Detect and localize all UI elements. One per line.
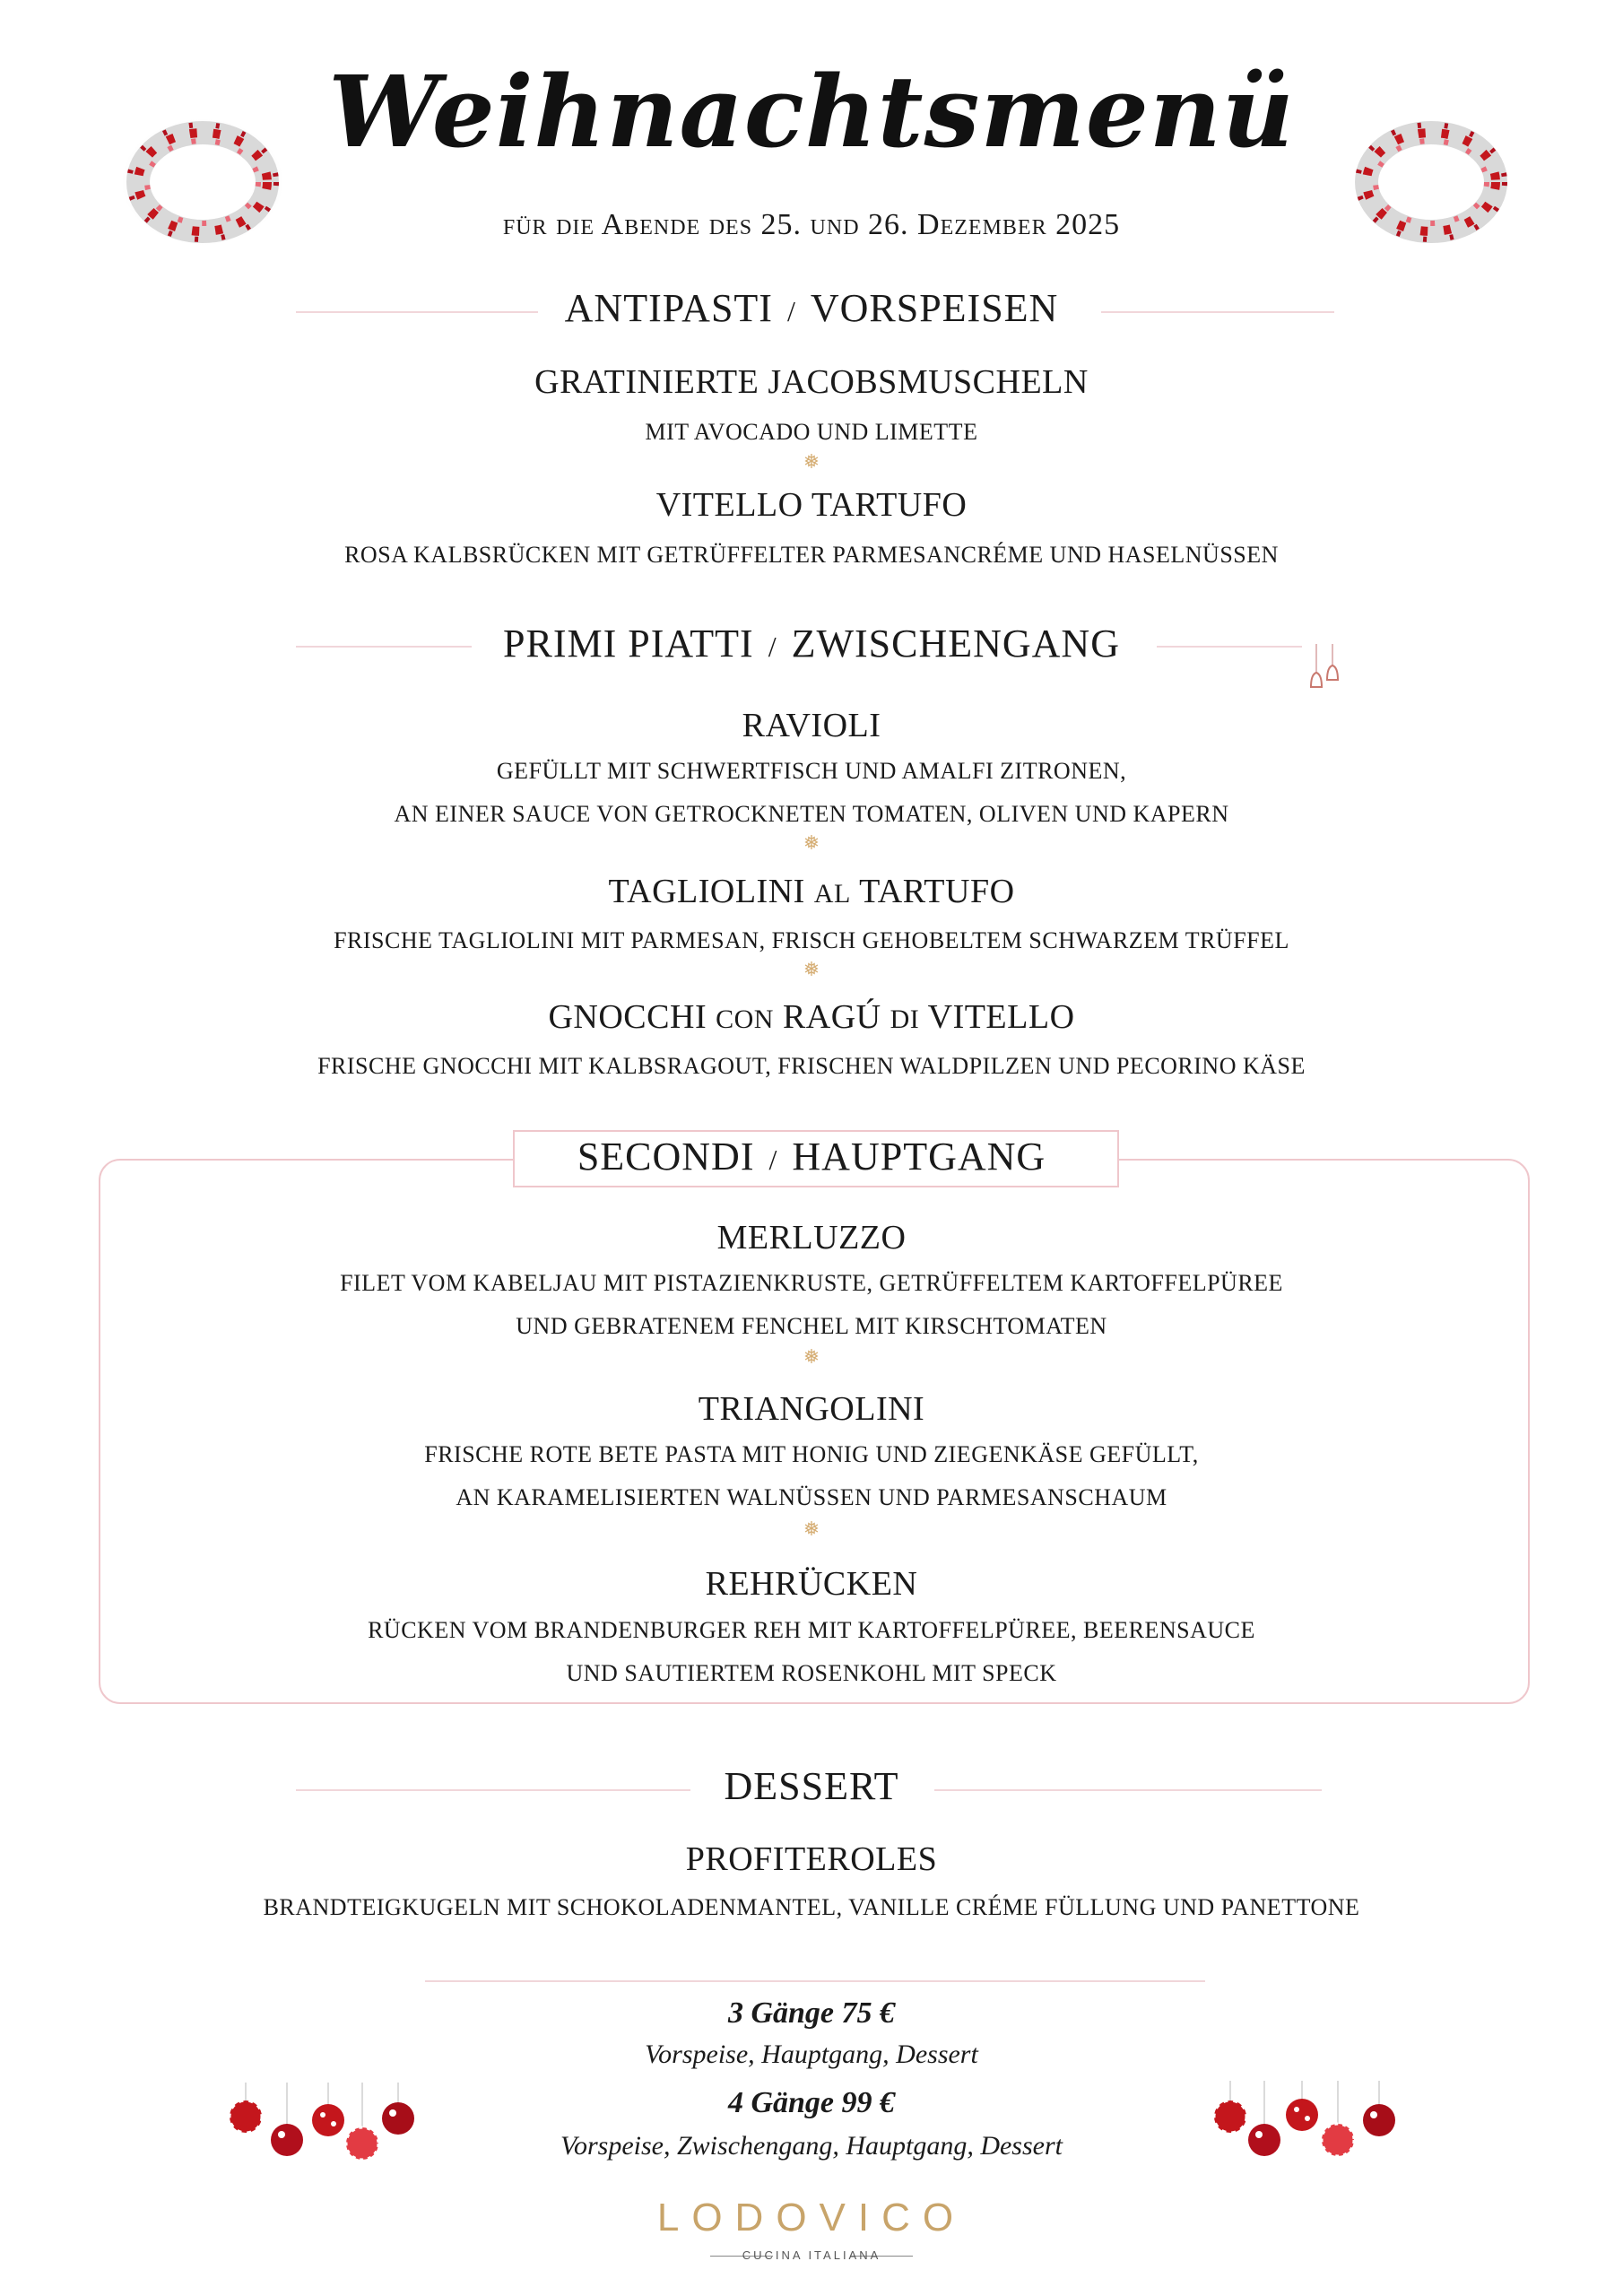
dish-name: MERLUZZO [716, 1219, 907, 1257]
section-primi [0, 621, 1623, 666]
dish-name: REHRÜCKEN [705, 1565, 918, 1603]
price-option-3: 3 Gänge 75 € [727, 1996, 896, 2030]
dish-name: RAVIOLI [742, 707, 881, 744]
dish-name-part: CON [716, 1004, 774, 1034]
section-label: VORSPEISEN [810, 286, 1059, 330]
dish-name-part: TARTUFO [859, 873, 1015, 910]
dish-name: PROFITEROLES [685, 1840, 938, 1878]
section-label: PRIMI PIATTI [503, 622, 754, 665]
price-desc-3: Vorspeise, Hauptgang, Dessert [645, 2039, 978, 2069]
dish-desc: UND GEBRATENEM FENCHEL MIT KIRSCHTOMATEN [516, 1313, 1107, 1339]
price-desc-4: Vorspeise, Zwischengang, Hauptgang, Dessert [560, 2131, 1063, 2161]
dish-name [0, 872, 1623, 911]
dish-name-part: GNOCCHI [548, 998, 707, 1036]
snowflake-icon: ❅ [803, 450, 820, 473]
dish-desc: FRISCHE ROTE BETE PASTA MIT HONIG UND ZIEGENKÄSE GEFÜLLT, [424, 1441, 1199, 1467]
price-option-4: 4 Gänge 99 € [727, 2086, 896, 2119]
section-antipasti [0, 285, 1623, 331]
section-separator: / [768, 1144, 778, 1176]
dish-name-part: RAGÚ [782, 998, 881, 1036]
dish-desc: MIT AVOCADO UND LIMETTE [645, 419, 978, 445]
bauble-icon [1211, 2081, 1408, 2170]
menu-subtitle: für die Abende des 25. und 26. Dezember 2025 [502, 208, 1121, 241]
logo-tagline: CUCINA ITALIANA [742, 2248, 881, 2262]
dish-desc: FRISCHE TAGLIOLINI MIT PARMESAN, FRISCH GEHOBELTEM SCHWARZEM TRÜFFEL [334, 927, 1289, 953]
dish-name: TRIANGOLINI [698, 1390, 925, 1428]
dish-desc: FRISCHE GNOCCHI MIT KALBSRAGOUT, FRISCHEN WALDPILZEN UND PECORINO KÄSE [317, 1053, 1306, 1079]
section-label: ANTIPASTI [564, 286, 773, 330]
dish-desc: GEFÜLLT MIT SCHWERTFISCH UND AMALFI ZITRONEN, [496, 758, 1127, 784]
section-secondi [0, 1134, 1623, 1179]
dish-name-part: VITELLO [927, 998, 1075, 1036]
dish-name: GRATINIERTE JACOBSMUSCHELN [534, 363, 1089, 401]
dish-name [0, 997, 1623, 1037]
dish-name: VITELLO TARTUFO [655, 486, 968, 524]
dish-desc: AN KARAMELISIERTEN WALNÜSSEN UND PARMESANSCHAUM [456, 1484, 1167, 1510]
dish-name-part: TAGLIOLINI [608, 873, 805, 910]
snowflake-icon: ❅ [803, 958, 820, 980]
section-separator: / [768, 631, 777, 663]
section-label: SECONDI [577, 1135, 755, 1178]
snowflake-icon: ❅ [803, 1345, 820, 1368]
section-label: HAUPTGANG [792, 1135, 1046, 1178]
price-rule [425, 1980, 1205, 1982]
snowflake-icon: ❅ [803, 1518, 820, 1540]
bauble-icon [226, 2083, 423, 2172]
snowflake-icon: ❅ [803, 831, 820, 854]
dish-desc: UND SAUTIERTEM ROSENKOHL MIT SPECK [566, 1660, 1057, 1686]
section-label: ZWISCHENGANG [791, 622, 1120, 665]
logo-wordmark: LODOVICO [656, 2196, 967, 2239]
dish-desc: FILET VOM KABELJAU MIT PISTAZIENKRUSTE, GETRÜFFELTEM KARTOFFELPÜREE [340, 1270, 1283, 1296]
dish-name-part: AL [813, 879, 851, 909]
menu-title: Weihnachtsmenü [328, 54, 1295, 170]
dish-desc: BRANDTEIGKUGELN MIT SCHOKOLADENMANTEL, VANILLE CRÉME FÜLLUNG UND PANETTONE [263, 1894, 1360, 1920]
dish-desc: ROSA KALBSRÜCKEN MIT GETRÜFFELTER PARMESANCRÉME UND HASELNÜSSEN [344, 542, 1279, 568]
dish-desc: RÜCKEN VOM BRANDENBURGER REH MIT KARTOFFELPÜREE, BEERENSAUCE [368, 1617, 1255, 1643]
section-separator: / [786, 295, 796, 327]
dish-desc: AN EINER SAUCE VON GETROCKNETEN TOMATEN, OLIVEN UND KAPERN [394, 801, 1229, 827]
dish-name-part: DI [890, 1004, 920, 1034]
section-dessert: DESSERT [724, 1764, 899, 1808]
